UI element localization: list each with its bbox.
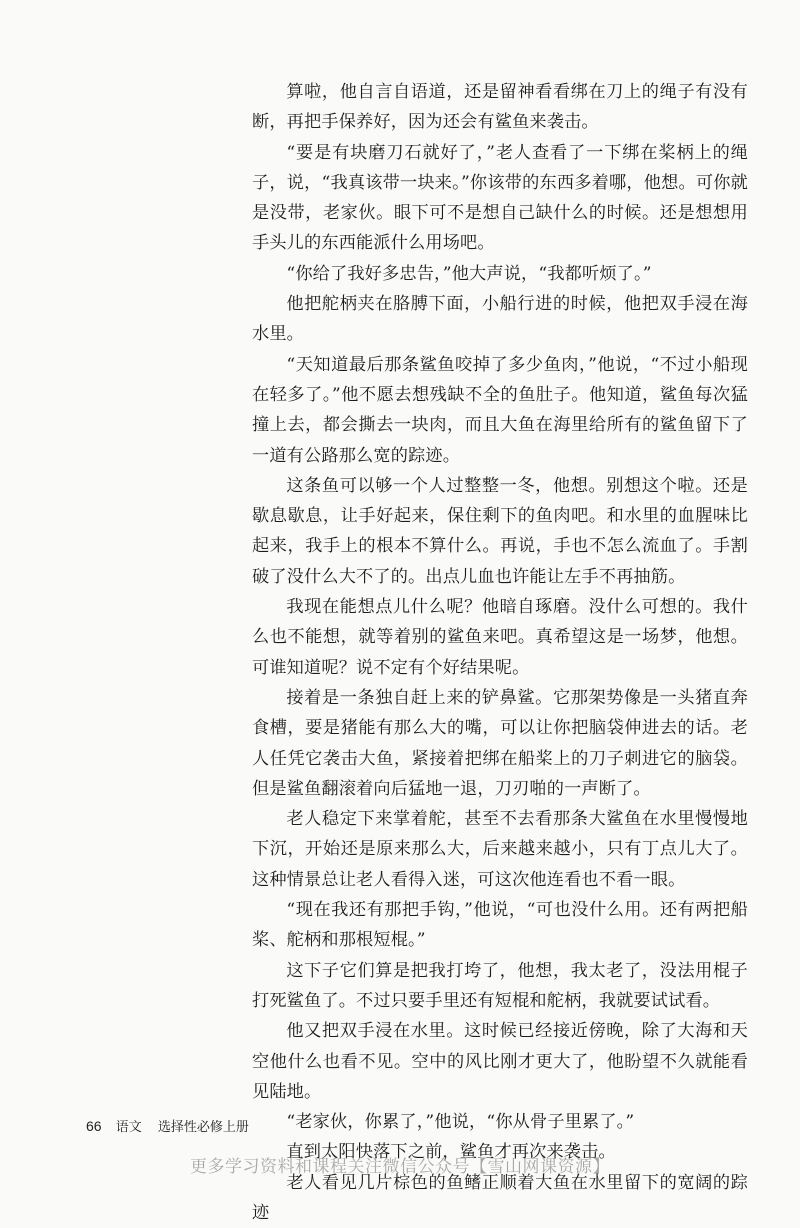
page-number: 66 [86, 1118, 102, 1134]
watermark: 更多学习资料和课程关注微信公众号【雪山网课资源】 [190, 1157, 610, 1177]
paragraph: 算啦，他自言自语道，还是留神看看绑在刀上的绳子有没有断，再把手保养好，因为还会有鲨鱼来袭击。 [252, 82, 748, 133]
paragraph: 他又把双手浸在水里。这时候已经接近傍晚，除了大海和天空他什么也看不见。空中的风比刚才更大了，他盼望不久就能看见陆地。 [252, 1021, 748, 1102]
paragraph: 老人看见几片棕色的鱼鳍正顺着大鱼在水里留下的宽阔的踪迹 [252, 1172, 748, 1223]
paragraph: 直到太阳快落下之前，鲨鱼才再次来袭击。 [286, 1142, 616, 1163]
paragraph: 他把舵柄夹在胳膊下面，小船行进的时候，他把双手浸在海水里。 [252, 294, 748, 345]
book-title: 语文 [115, 1120, 142, 1135]
paragraph: “老家伙，你累了，”他说，“你从骨子里累了。” [286, 1112, 635, 1133]
paragraph: 接着是一条独自赶上来的铲鼻鲨。它那架势像是一头猪直奔食槽，要是猪能有那么大的嘴，可以让你把脑袋伸进去的话。老人任凭它袭击大鱼，紧接着把绑在船桨上的刀子刺进它的脑袋。但是鲨鱼翻滚着向后猛地一退，刀刃啪的一声断了。 [252, 687, 748, 799]
paragraph: “天知道最后那条鲨鱼咬掉了多少鱼肉，”他说，“不过小船现在轻多了。”他不愿去想残缺不全的鱼肚子。他知道，鲨鱼每次猛撞上去，都会撕去一块肉，而且大鱼在海里给所有的鲨鱼留下了一道有公路那么宽的踪迹。 [252, 354, 748, 466]
body-text [252, 77, 748, 1228]
paragraph: 这下子它们算是把我打垮了，他想，我太老了，没法用棍子打死鲨鱼了。不过只要手里还有短棍和舵柄，我就要试试看。 [252, 960, 748, 1011]
paragraph: 老人稳定下来掌着舵，甚至不去看那条大鲨鱼在水里慢慢地下沉，开始还是原来那么大，后来越来越小，只有丁点儿大了。这种情景总让老人看得入迷，可这次他连看也不看一眼。 [252, 809, 748, 890]
paragraph: 我现在能想点儿什么呢？他暗自琢磨。没什么可想的。我什么也不能想，就等着别的鲨鱼来吧。真希望这是一场梦，他想。可谁知道呢？说不定有个好结果呢。 [252, 597, 748, 678]
page-footer [86, 1116, 249, 1135]
volume-title: 选择性必修上册 [157, 1120, 249, 1135]
paragraph: “要是有块磨刀石就好了，”老人查看了一下绑在桨柄上的绳子，说，“我真该带一块来。”你该带的东西多着哪，他想。可你就是没带，老家伙。眼下可不是想自己缺什么的时候。还是想想用手头儿的东西能派什么用场吧。 [252, 142, 748, 254]
paragraph: “你给了我好多忠告，”他大声说，“我都听烦了。” [286, 263, 652, 284]
paragraph: “现在我还有那把手钩，”他说，“可也没什么用。还有两把船桨、舵柄和那根短棍。” [252, 900, 748, 951]
paragraph: 这条鱼可以够一个人过整整一冬，他想。别想这个啦。还是歇息歇息，让手好起来，保住剩下的鱼肉吧。和水里的血腥味比起来，我手上的根本不算什么。再说，手也不怎么流血了。手割破了没什么大不了的。出点儿血也许能让左手不再抽筋。 [252, 475, 748, 587]
